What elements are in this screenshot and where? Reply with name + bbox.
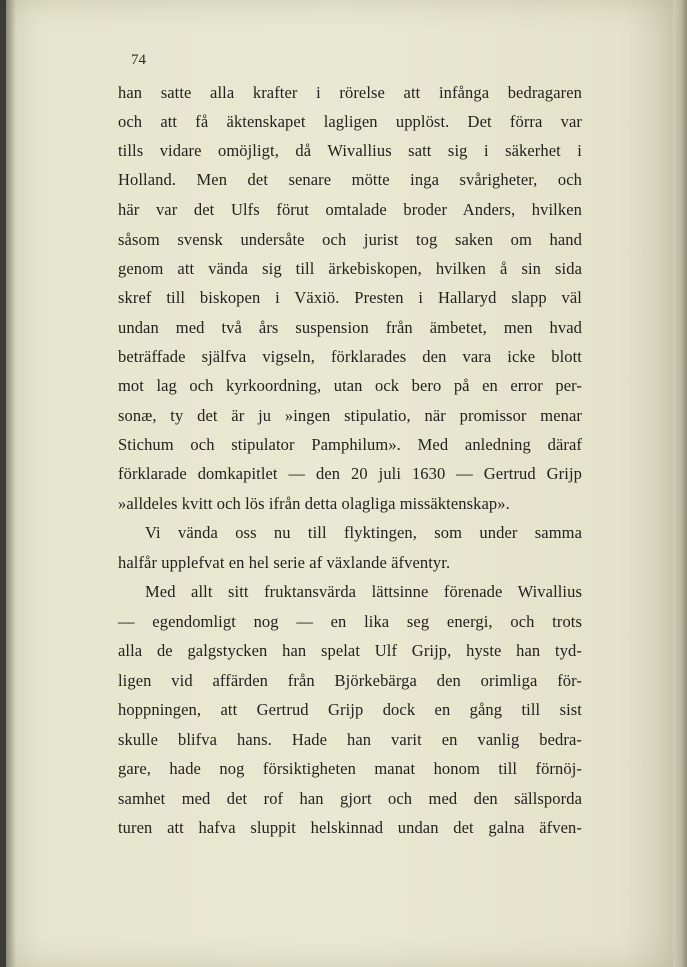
text-line: gare, hade nog försiktigheten manat honom till förnöj- [118,759,582,778]
text-line: han satte alla krafter i rörelse att infånga bedragaren [118,83,582,102]
text-line: och att få äktenskapet lagligen upplöst. Det förra var [118,112,582,131]
text-line: Stichum och stipulator Pamphilum». Med anledning däraf [118,435,582,454]
text-line: ligen vid affärden från Björkebärga den orimliga för- [118,671,582,690]
text-line: »alldeles kvitt och lös ifrån detta olagliga missäktenskap». [118,494,510,513]
text-line: sonæ, ty det är ju »ingen stipulatio, när promissor menar [118,406,582,425]
text-line: alla de galgstycken han spelat Ulf Grijp, hyste han tyd- [118,641,582,660]
text-line: Holland. Men det senare mötte inga svårigheter, och [118,170,582,189]
text-line: Med allt sitt fruktansvärda lättsinne förenade Wivallius [145,582,582,601]
text-line: såsom svensk undersåte och jurist tog saken om hand [118,230,582,249]
text-line: genom att vända sig till ärkebiskopen, hvilken å sin sida [118,259,582,278]
text-line: undan med två års suspension från ämbetet, men hvad [118,318,582,337]
text-line: här var det Ulfs förut omtalade broder Anders, hvilken [118,200,582,219]
text-line: förklarade domkapitlet — den 20 juli 1630 — Gertrud Grijp [118,464,582,483]
text-line: mot lag och kyrkoordning, utan ock bero på en error per- [118,376,582,395]
text-line: halfår upplefvat en hel serie af växlande äfventyr. [118,553,451,572]
text-line: beträffade själfva vigseln, förklarades den vara icke blott [118,347,582,366]
text-line: hoppningen, att Gertrud Grijp dock en gång till sist [118,700,582,719]
text-line: — egendomligt nog — en lika seg energi, och trots [118,612,582,631]
text-line: tills vidare omöjligt, då Wivallius satt sig i säkerhet i [118,141,582,160]
text-line: skref till biskopen i Växiö. Presten i Hallaryd slapp väl [118,288,582,307]
text-line: skulle blifva hans. Hade han varit en vanlig bedra- [118,730,582,749]
page-number: 74 [131,52,146,68]
text-line: Vi vända oss nu till flyktingen, som under samma [145,523,582,542]
text-line: turen att hafva sluppit helskinnad undan det galna äfven- [118,818,582,837]
text-line: samhet med det rof han gjort och med den sällsporda [118,789,582,808]
